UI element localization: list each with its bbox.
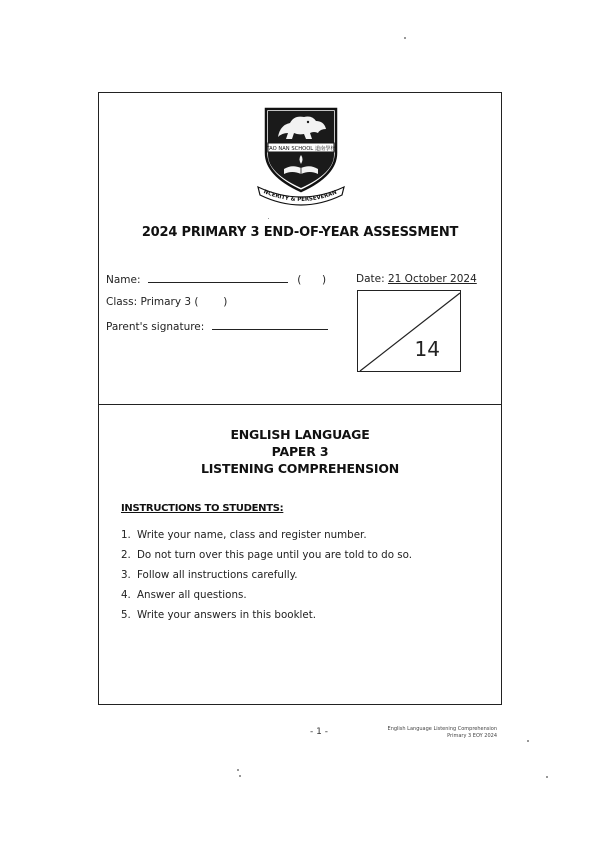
instructions-list: [121, 525, 412, 625]
scan-speck: [239, 775, 241, 777]
footer-line-1: English Language Listening Comprehension: [387, 726, 497, 732]
paper-title: LISTENING COMPREHENSION: [200, 461, 400, 476]
footer-paper-info: [388, 726, 497, 740]
instruction-item: 2. Do not turn over this page until you are told to do so.: [121, 549, 413, 561]
assessment-title: 2024 PRIMARY 3 END-OF-YEAR ASSESSMENT: [141, 225, 459, 240]
register-paren-open: (: [297, 274, 302, 286]
name-field[interactable]: [106, 273, 326, 286]
score-value: 14: [414, 337, 440, 361]
class-field[interactable]: [106, 296, 227, 308]
name-blank[interactable]: [148, 273, 288, 283]
footer-line-2: Primary 3 EOY 2024: [447, 733, 497, 739]
parent-signature-field[interactable]: [106, 320, 328, 333]
instruction-item: 1. Write your name, class and register number.: [121, 529, 367, 541]
instruction-item: 4. Answer all questions.: [121, 589, 247, 601]
parent-signature-blank[interactable]: [212, 320, 328, 330]
crest-motto: NCERITY & PERSEVERAN: [262, 189, 338, 204]
crest-banner-text: TAO NAN SCHOOL 道南學校: [266, 146, 336, 152]
score-box: [357, 290, 461, 372]
scan-speck: [546, 776, 548, 778]
class-label: Class: Primary 3 (: [106, 296, 199, 308]
section-divider: [98, 404, 502, 405]
parent-signature-label: Parent's signature:: [106, 321, 205, 333]
class-paren-close: ): [223, 296, 228, 308]
instruction-item: 3. Follow all instructions carefully.: [121, 569, 298, 581]
instruction-item: 5. Write your answers in this booklet.: [121, 609, 317, 621]
school-crest-logo: [254, 103, 348, 207]
scan-speck: [268, 218, 269, 219]
instructions-heading: INSTRUCTIONS TO STUDENTS:: [121, 503, 284, 514]
date-label: Date:: [356, 273, 385, 285]
date-field: [356, 273, 477, 285]
scan-speck: [404, 37, 406, 39]
register-paren-close: ): [322, 274, 327, 286]
name-label: Name:: [106, 274, 141, 286]
page-number: - 1 -: [310, 727, 328, 737]
subject-title: ENGLISH LANGUAGE: [230, 427, 370, 442]
date-value: 21 October 2024: [387, 273, 477, 285]
paper-number: PAPER 3: [271, 444, 329, 459]
scan-speck: [237, 769, 239, 771]
score-box-diagonal: [358, 291, 462, 373]
scan-speck: [527, 740, 529, 742]
